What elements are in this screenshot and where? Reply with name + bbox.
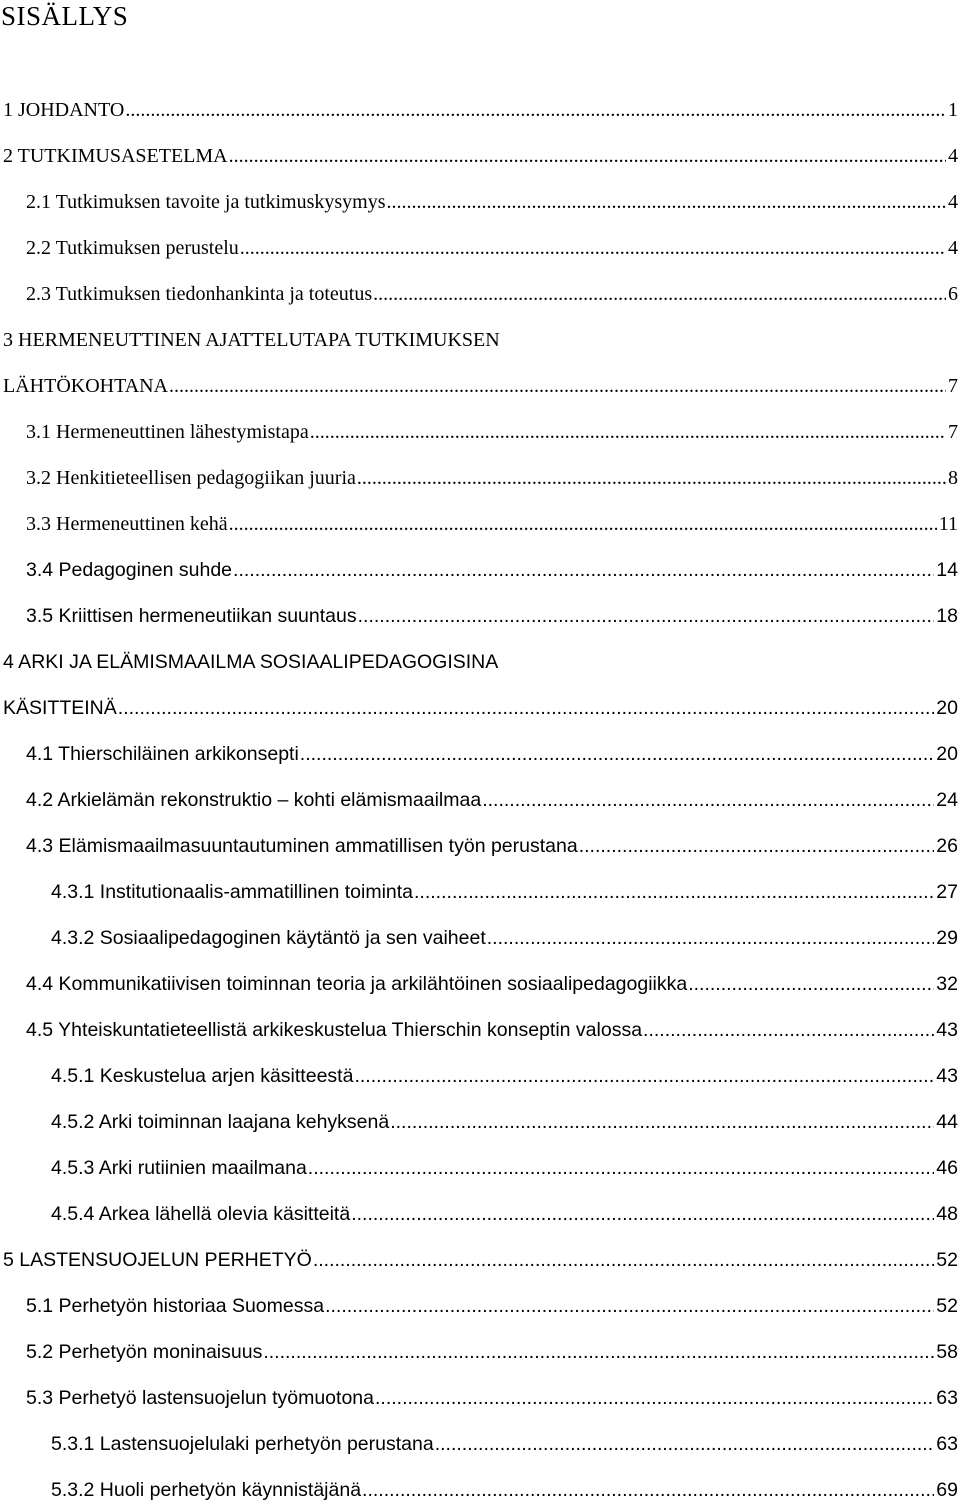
dot-leader (125, 95, 946, 125)
toc-entry[interactable] (0, 1291, 958, 1321)
toc-entry-label: 2 TUTKIMUSASETELMA (3, 145, 228, 167)
toc-entry-page: 20 (936, 743, 958, 765)
toc-entry-label: 4.4 Kommunikatiivisen toiminnan teoria ja arkilähtöinen sosiaalipedagogiikka (26, 973, 688, 995)
toc-entry[interactable] (0, 389, 958, 419)
toc-entry[interactable] (0, 1337, 958, 1367)
toc-entry[interactable] (0, 1199, 958, 1229)
toc-entry-label: 4.2 Arkielämän rekonstruktio – kohti elämismaailmaa (26, 789, 482, 811)
toc-entry[interactable] (0, 1061, 958, 1091)
toc-entry[interactable] (0, 463, 958, 493)
toc-entry[interactable] (0, 647, 958, 677)
toc-entry[interactable] (0, 1245, 958, 1275)
toc-entry-page: 7 (948, 421, 958, 443)
dot-leader (482, 785, 934, 815)
toc-entry[interactable] (0, 1383, 958, 1413)
toc-entry-page: 63 (936, 1387, 958, 1409)
toc-entry-label: 3.5 Kriittisen hermeneutiikan suuntaus (26, 605, 357, 627)
toc-entry[interactable] (0, 785, 958, 815)
toc-entry-page: 14 (936, 559, 958, 581)
toc-entry[interactable] (0, 233, 958, 263)
page-title: SISÄLLYS (1, 1, 129, 31)
dot-leader (229, 141, 946, 171)
dot-leader (688, 969, 934, 999)
toc-entry-label: 5.3.2 Huoli perhetyön käynnistäjänä (51, 1479, 362, 1501)
dot-leader (357, 463, 946, 493)
toc-entry-label: 3.2 Henkitieteellisen pedagogiikan juuria (26, 467, 356, 489)
dot-leader (373, 279, 946, 309)
toc-entry-label: 4.3 Elämismaailmasuuntautuminen ammatillisen työn perustana (26, 835, 578, 857)
toc-entry-page: 46 (936, 1157, 958, 1179)
dot-leader (354, 1061, 934, 1091)
toc-entry-page: 7 (948, 375, 958, 397)
toc-entry[interactable] (0, 279, 958, 309)
dot-leader (362, 1475, 934, 1505)
toc-entry-label: 5.3.1 Lastensuojelulaki perhetyön perustana (51, 1433, 434, 1455)
toc-entry[interactable] (0, 877, 958, 907)
dot-leader (310, 417, 946, 447)
toc-entry[interactable] (0, 1107, 958, 1137)
toc-entry-label: 2.2 Tutkimuksen perustelu (26, 237, 239, 259)
toc-entry-label: LÄHTÖKOHTANA (3, 375, 169, 397)
toc-entry-label: 5.1 Perhetyön historiaa Suomessa (26, 1295, 325, 1317)
toc-entry-label: 2.3 Tutkimuksen tiedonhankinta ja toteutus (26, 283, 373, 305)
toc-entry-page: 4 (948, 191, 958, 213)
toc-entry-label: 3 HERMENEUTTINEN AJATTELUTAPA TUTKIMUKSEN (3, 329, 500, 351)
dot-leader (579, 831, 935, 861)
toc-entry-page: 63 (936, 1433, 958, 1455)
toc-entry-label: 5.2 Perhetyön moninaisuus (26, 1341, 263, 1363)
toc-entry-page: 1 (948, 99, 958, 121)
dot-leader (229, 509, 937, 539)
toc-entry-label: 4.3.2 Sosiaalipedagoginen käytäntö ja sen vaiheet (51, 927, 486, 949)
toc-entry-label: 4.5 Yhteiskuntatieteellistä arkikeskustelua Thierschin konseptin valossa (26, 1019, 643, 1041)
toc-entry-page: 6 (948, 283, 958, 305)
dot-leader (351, 1199, 934, 1229)
toc-entry[interactable] (0, 831, 958, 861)
toc-entry-label: 4.5.1 Keskustelua arjen käsitteestä (51, 1065, 354, 1087)
toc-entry-page: 69 (936, 1479, 958, 1501)
toc-entry[interactable] (0, 555, 958, 585)
dot-leader (386, 187, 946, 217)
toc-entry[interactable] (0, 141, 958, 171)
toc-entry[interactable] (0, 1015, 958, 1045)
toc-entry[interactable] (0, 739, 958, 769)
dot-leader (643, 1015, 934, 1045)
dot-leader (325, 1291, 934, 1321)
toc-entry-page: 29 (936, 927, 958, 949)
toc-entry[interactable] (0, 1475, 958, 1505)
dot-leader (300, 739, 935, 769)
toc-entry-page: 4 (948, 145, 958, 167)
dot-leader (375, 1383, 934, 1413)
toc-entry-page: 20 (936, 697, 958, 719)
toc-entry-label: 4.1 Thierschiläinen arkikonsepti (26, 743, 299, 765)
toc-entry-page: 26 (936, 835, 958, 857)
toc-entry-label: 5 LASTENSUOJELUN PERHETYÖ (3, 1249, 312, 1271)
toc-entry-label: 4.3.1 Institutionaalis-ammatillinen toiminta (51, 881, 414, 903)
toc-entry-page: 8 (948, 467, 958, 489)
toc-entry[interactable] (0, 325, 958, 355)
toc-entry-page: 24 (936, 789, 958, 811)
toc-entry[interactable] (0, 509, 958, 539)
dot-leader (263, 1337, 934, 1367)
dot-leader (435, 1429, 935, 1459)
dot-leader (390, 1107, 934, 1137)
toc-entry[interactable] (0, 693, 958, 723)
toc-entry[interactable] (0, 187, 958, 217)
toc-entry-page: 48 (936, 1203, 958, 1225)
toc-entry-label: 4 ARKI JA ELÄMISMAAILMA SOSIAALIPEDAGOGISINA (3, 651, 499, 673)
toc-entry-label: 4.5.4 Arkea lähellä olevia käsitteitä (51, 1203, 351, 1225)
toc-entry-label: 4.5.2 Arki toiminnan laajana kehyksenä (51, 1111, 390, 1133)
toc-entry[interactable] (0, 601, 958, 631)
toc-entry-label: 3.4 Pedagoginen suhde (26, 559, 233, 581)
toc-entry-label: 3.1 Hermeneuttinen lähestymistapa (26, 421, 309, 443)
toc-entry-label: 5.3 Perhetyö lastensuojelun työmuotona (26, 1387, 374, 1409)
dot-leader (358, 601, 935, 631)
toc-entry-page: 44 (936, 1111, 958, 1133)
toc-entry-label: 3.3 Hermeneuttinen kehä (26, 513, 228, 535)
toc-entry[interactable] (0, 417, 958, 447)
dot-leader (233, 555, 934, 585)
toc-entry[interactable] (0, 1153, 958, 1183)
toc-entry-label: KÄSITTEINÄ (3, 697, 117, 719)
toc-entry-label: 2.1 Tutkimuksen tavoite ja tutkimuskysymys (26, 191, 386, 213)
toc-entry-label: 4.5.3 Arki rutiinien maailmana (51, 1157, 307, 1179)
toc-entry-page: 27 (936, 881, 958, 903)
dot-leader (313, 1245, 934, 1275)
toc-entry-page: 18 (936, 605, 958, 627)
toc-entry[interactable] (0, 923, 958, 953)
toc-entry[interactable] (0, 95, 958, 125)
dot-leader (414, 877, 934, 907)
toc-entry[interactable] (0, 1429, 958, 1459)
dot-leader (240, 233, 946, 263)
toc-entry-page: 52 (936, 1249, 958, 1271)
dot-leader (118, 693, 935, 723)
dot-leader (308, 1153, 935, 1183)
toc-entry-page: 43 (936, 1065, 958, 1087)
toc-entry-page: 43 (936, 1019, 958, 1041)
toc-entry[interactable] (0, 969, 958, 999)
dot-leader (487, 923, 935, 953)
toc-entry-page: 4 (948, 237, 958, 259)
toc-entry-page: 11 (938, 513, 958, 535)
toc-entry-page: 58 (936, 1341, 958, 1363)
toc-entry-page: 52 (936, 1295, 958, 1317)
toc-entry-label: 1 JOHDANTO (3, 99, 125, 121)
toc-entry-page: 32 (936, 973, 958, 995)
